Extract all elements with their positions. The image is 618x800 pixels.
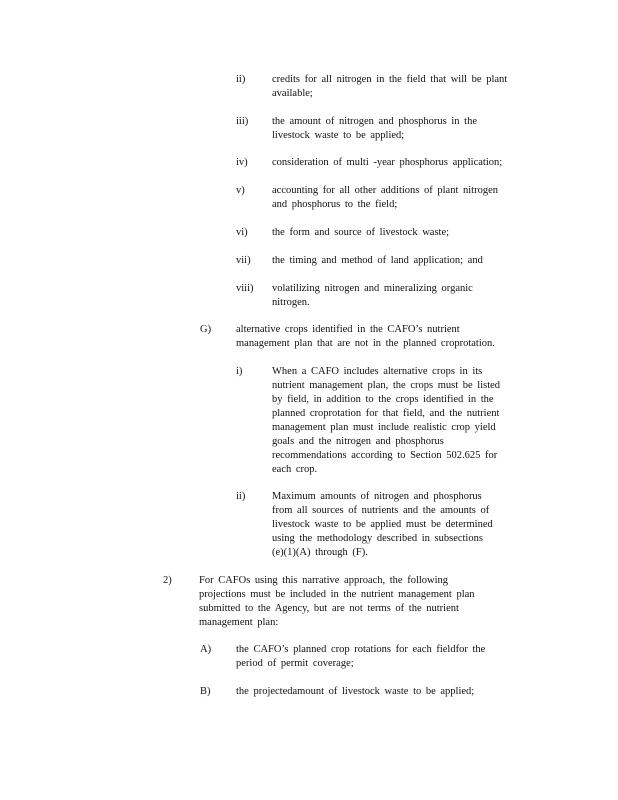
- text-line: from all sources of nutrients and the amounts of: [272, 505, 490, 516]
- item-label: i): [236, 366, 243, 377]
- item-text: [272, 254, 483, 268]
- item-text: [236, 685, 474, 699]
- item-label: v): [236, 185, 245, 196]
- item-label: ii): [236, 491, 246, 502]
- item-label: vii): [236, 255, 251, 266]
- text-line: livestock waste to be applied must be determined: [272, 519, 493, 530]
- item-text: [272, 115, 477, 143]
- text-line: the CAFO’s planned crop rotations for each fieldfor the: [236, 644, 486, 655]
- text-line: the amount of nitrogen and phosphorus in the: [272, 116, 478, 127]
- text-line: consideration of multi -year phosphorus application;: [272, 157, 503, 168]
- text-line: When a CAFO includes alternative crops in its: [272, 366, 483, 377]
- text-line: credits for all nitrogen in the field that will be plant: [272, 74, 508, 85]
- text-line: Maximum amounts of nitrogen and phosphorus: [272, 491, 482, 502]
- text-line: the form and source of livestock waste;: [272, 227, 450, 238]
- item-text: [272, 156, 502, 170]
- text-line: livestock waste to be applied;: [272, 130, 405, 141]
- item-label: vi): [236, 227, 248, 238]
- text-line: the projectedamount of livestock waste to be applied;: [236, 686, 475, 697]
- text-line: and phosphorus to the field;: [272, 199, 398, 210]
- text-line: nutrient management plan, the crops must be listed: [272, 380, 501, 391]
- item-label: A): [200, 644, 212, 655]
- text-line: by field, in addition to the crops identified in the: [272, 394, 494, 405]
- item-text: [272, 73, 507, 101]
- item-label: viii): [236, 283, 254, 294]
- text-line: planned croprotation for that field, and the nutrient: [272, 408, 500, 419]
- text-line: management plan must include realistic crop yield: [272, 422, 496, 433]
- text-line: projections must be included in the nutrient management plan: [199, 589, 475, 600]
- text-line: period of permit coverage;: [236, 658, 354, 669]
- item-label: iv): [236, 157, 248, 168]
- text-line: accounting for all other additions of plant nitrogen: [272, 185, 498, 196]
- text-line: submitted to the Agency, but are not terms of the nutrient: [199, 603, 459, 614]
- item-text: [272, 490, 493, 560]
- item-text: [272, 226, 449, 240]
- item-label: 2): [163, 575, 172, 586]
- item-text: [236, 643, 485, 671]
- text-line: management plan that are not in the planned croprotation.: [236, 338, 495, 349]
- item-text: [272, 184, 498, 212]
- text-line: the timing and method of land application; and: [272, 255, 483, 266]
- text-line: goals and the nitrogen and phosphorus: [272, 436, 444, 447]
- item-label: ii): [236, 74, 246, 85]
- item-label: B): [200, 686, 211, 697]
- item-text: [236, 323, 495, 351]
- text-line: each crop.: [272, 464, 318, 475]
- text-line: available;: [272, 88, 313, 99]
- text-line: For CAFOs using this narrative approach, the following: [199, 575, 449, 586]
- text-line: using the methodology described in subsections: [272, 533, 483, 544]
- item-text: [199, 574, 475, 630]
- text-line: volatilizing nitrogen and mineralizing organic: [272, 283, 473, 294]
- text-line: nitrogen.: [272, 297, 310, 308]
- item-text: [272, 282, 473, 310]
- text-line: (e)(1)(A) through (F).: [272, 547, 368, 558]
- text-line: recommendations according to Section 502.625 for: [272, 450, 498, 461]
- text-line: alternative crops identified in the CAFO’s nutrient: [236, 324, 460, 335]
- text-line: management plan:: [199, 617, 279, 628]
- item-text: [272, 365, 500, 477]
- item-label: iii): [236, 116, 249, 127]
- item-label: G): [200, 324, 212, 335]
